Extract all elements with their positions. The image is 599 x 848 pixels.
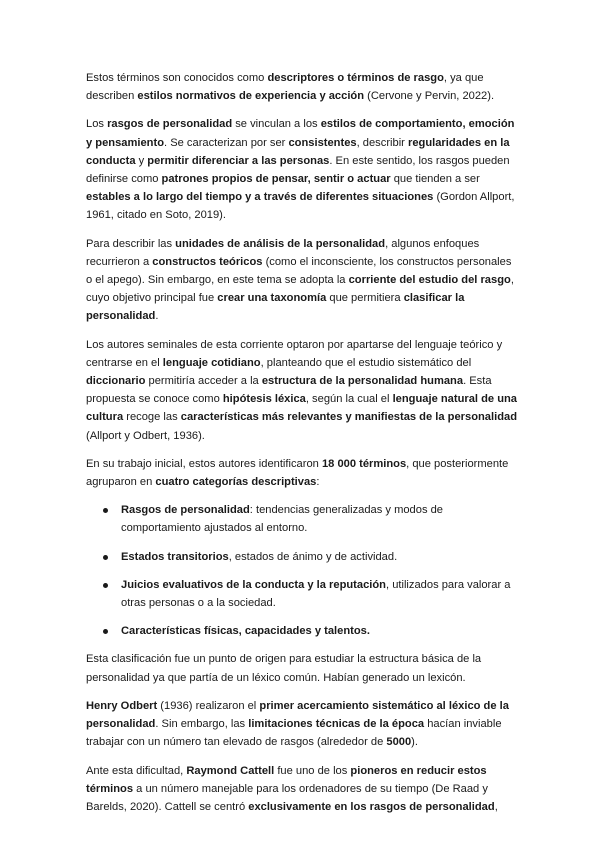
bullet-icon [103,508,108,513]
bold-text-run: lenguaje natural de una cultura [86,393,518,424]
text-run: Esta clasificación fue un punto de origen para estudiar la estructura básica de la personalidad ya que partía de un léxico común. Habían generado un lexicón. [86,653,482,684]
text-run: . Esta propuesta se conoce como [86,375,492,406]
text-run: recoge las [123,411,181,424]
bold-text-run: características más relevantes y manifiestas de la personalidad [180,411,518,424]
text-run: En su trabajo inicial, estos autores identificaron [86,457,322,470]
text-run: Para describir las [86,237,176,250]
bold-text-run: Raymond Cattell [186,764,275,777]
bold-text-run: Juicios evaluativos de la conducta y la reputación [121,578,386,591]
category-list [86,501,519,640]
text-run: , planteando que el estudio sistemático del [260,356,472,369]
bold-text-run: estilos normativos de experiencia y acción [137,90,365,103]
text-run: : tendencias generalizadas y modos de comportamiento ajustados al entorno. [121,504,444,535]
paragraph [86,650,519,686]
text-run: , ya que describen [86,72,484,103]
paragraph [86,69,519,105]
text-run: : [316,476,320,489]
text-run: Estos términos son conocidos como [86,72,268,84]
text-run: y [135,154,148,167]
text-run: que permitiera [326,292,404,305]
text-run: (Gordon Allport, 1961, citado en Soto, 2019). [86,191,515,222]
bold-text-run: consistentes [288,136,357,149]
bold-text-run: diccionario [86,375,146,388]
text-run: , estados de ánimo y de actividad. [228,550,398,563]
text-run: . En este sentido, los rasgos pueden definirse como [86,154,510,186]
list-item [86,548,519,566]
text-run: se vinculan a los [232,118,321,131]
text-run: Los autores seminales de esta corriente optaron por apartarse del lenguaje teórico y centrarse en el [86,338,503,369]
text-run: , utilizados para valorar a otras personas o a la sociedad. [121,578,511,610]
bold-text-run: lenguaje cotidiano [162,356,261,369]
bullet-icon [103,583,108,588]
bold-text-run: 18 000 términos [321,457,407,470]
paragraph [86,336,519,445]
paragraph [86,455,519,491]
list-item [86,622,519,640]
text-run: que tienden a ser [390,173,480,186]
text-run: . [155,310,159,323]
bold-text-run: pioneros en reducir estos términos [86,764,487,795]
bold-text-run: primer acercamiento sistemático al léxico de la personalidad [86,699,509,731]
bullet-icon [103,629,108,634]
bold-text-run: constructos teóricos [152,255,263,268]
bold-text-run: exclusivamente en los rasgos de personalidad [248,800,495,813]
bold-text-run: limitaciones técnicas de la época [248,718,425,731]
body-text-after-list [86,650,519,816]
text-run: a un número manejable para los ordenadores de su tiempo (De Raad y Barelds, 2020). Cattell se centró [86,782,488,813]
text-run: . Sin embargo, las [155,718,249,731]
text-run: , describir [356,136,408,149]
bullet-icon [103,555,108,560]
paragraph [86,697,519,752]
bold-text-run: patrones propios de pensar, sentir o actuar [161,173,391,186]
text-run: (como el inconsciente, los constructos personales o el apego). Sin embargo, en este tema se adopta la [86,255,512,287]
bold-text-run: Características físicas, capacidades y talentos. [121,625,370,638]
text-run: (Allport y Odbert, 1936). [86,429,205,442]
text-run: , [494,800,498,813]
list-item [86,576,519,612]
bold-text-run: unidades de análisis de la personalidad [175,237,386,250]
text-run: . Se caracterizan por ser [164,136,289,149]
paragraph [86,235,519,326]
text-run: , que posteriormente agruparon en [86,457,509,489]
bold-text-run: estables a lo largo del tiempo y a través de diferentes situaciones [86,191,434,204]
text-run: , algunos enfoques recurrieron a [86,237,480,268]
paragraph [86,115,519,224]
bold-text-run: Henry Odbert [86,699,158,712]
bold-text-run: rasgos de personalidad [107,118,233,131]
text-run: (Cervone y Pervin, 2022). [364,90,495,103]
text-run: , cuyo objetivo principal fue [86,274,514,305]
bold-text-run: permitir diferenciar a las personas [147,154,330,167]
text-run: hacían inviable trabajar con un número tan elevado de rasgos (alrededor de [86,718,502,749]
text-run: (1936) realizaron el [157,699,260,712]
text-run: , según la cual el [305,393,393,406]
text-run: fue uno de los [274,764,351,777]
bold-text-run: crear una taxonomía [217,292,327,305]
paragraph [86,762,519,817]
bold-text-run: Rasgos de personalidad [121,504,250,517]
bold-text-run: descriptores o términos de rasgo [267,72,444,84]
bold-text-run: cuatro categorías descriptivas [155,476,317,489]
bold-text-run: hipótesis léxica [222,393,306,406]
body-text-before-list [86,69,519,491]
bold-text-run: estructura de la personalidad humana [261,375,464,388]
bold-text-run: estilos de comportamiento, emoción y pensamiento [86,118,515,149]
bold-text-run: 5000 [386,736,412,749]
bold-text-run: corriente del estudio del rasgo [348,274,511,287]
bold-text-run: clasificar la personalidad [86,292,465,323]
text-run: Los [86,118,108,131]
text-run: ). [411,736,418,749]
bold-text-run: Estados transitorios [121,550,229,563]
text-run: permitiría acceder a la [145,375,262,388]
list-item [86,501,519,537]
bold-text-run: regularidades en la conducta [86,136,510,167]
text-run: Ante esta dificultad, [86,764,187,777]
